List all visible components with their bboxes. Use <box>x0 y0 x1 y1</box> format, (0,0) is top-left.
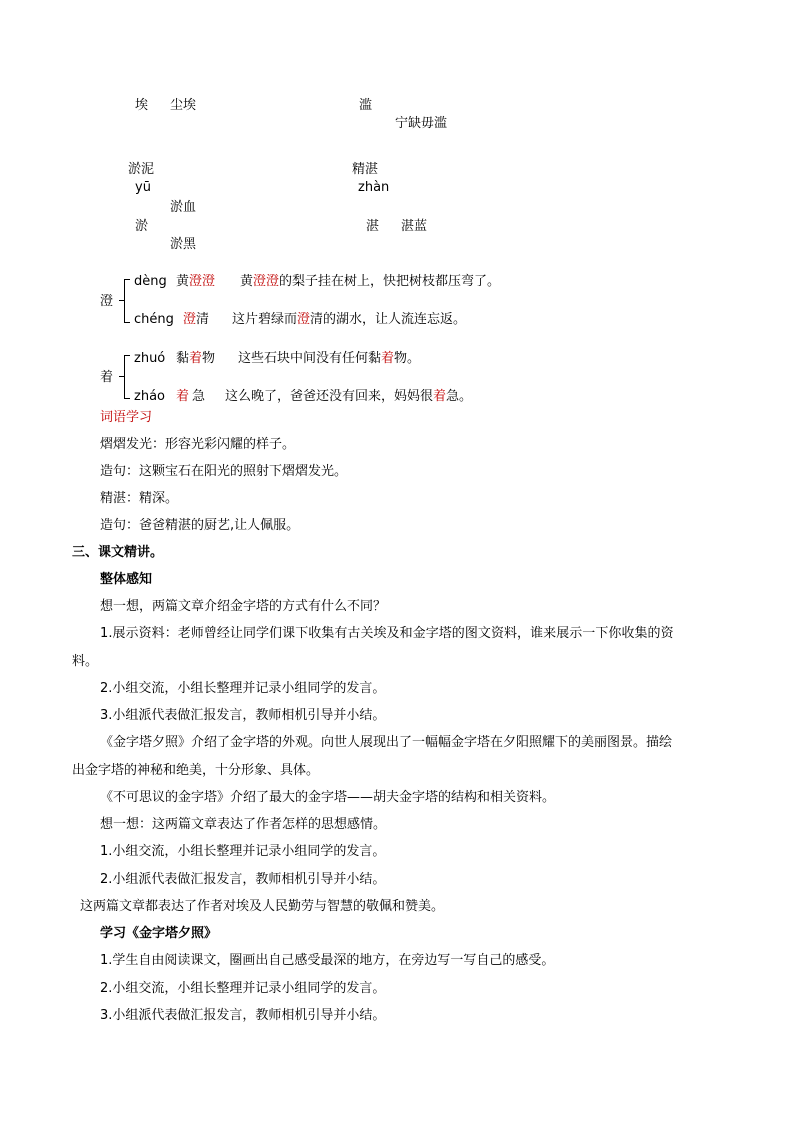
vocab-word-yu3: 淤黑 <box>170 237 197 252</box>
vocab-char-yu: 淤 <box>135 219 149 234</box>
vocab-char-lan: 滥 <box>359 98 373 113</box>
para-3: 2.小组交流，小组长整理并记录小组同学的发言。 <box>100 681 386 696</box>
polyphone-char-zhe: 着 <box>100 370 114 385</box>
para-10: 这两篇文章都表达了作者对埃及人民勤劳与智慧的敬佩和赞美。 <box>80 899 445 914</box>
pinyin-cheng: chéng <box>134 312 174 327</box>
words-heading: 词语学习 <box>100 410 153 425</box>
section-heading: 三、课文精讲。 <box>72 545 164 560</box>
vocab-word-lan: 宁缺毋滥 <box>395 116 448 131</box>
brace-deng <box>124 279 125 323</box>
para-8: 1.小组交流，小组长整理并记录小组同学的发言。 <box>100 844 386 859</box>
vocab-word-zhan2: 湛蓝 <box>401 219 428 234</box>
pinyin-deng: dèng <box>134 274 167 289</box>
sentence-deng: 黄澄澄的梨子挂在树上，快把树枝都压弯了。 <box>240 274 501 289</box>
pinyin-zhao: zháo <box>134 389 165 404</box>
words-line-1: 熠熠发光：形容光彩闪耀的样子。 <box>100 437 296 452</box>
sentence-zhao: 这么晚了，爸爸还没有回来，妈妈很着急。 <box>225 389 473 404</box>
brace-zhe <box>124 355 125 399</box>
vocab-char-ai: 埃 <box>135 98 149 113</box>
para-1: 想一想，两篇文章介绍金字塔的方式有什么不同？ <box>100 599 387 614</box>
vocab-char-zhan: 湛 <box>366 219 380 234</box>
word-deng: 黄澄澄 <box>176 274 216 289</box>
subheading-study: 学习《金字塔夕照》 <box>100 926 218 941</box>
word-zhao: 着 急 <box>176 389 206 404</box>
pinyin-zhuo: zhuó <box>134 351 166 366</box>
subheading-overall: 整体感知 <box>100 572 153 587</box>
vocab-word-ai: 尘埃 <box>170 98 197 113</box>
words-line-4: 造句：爸爸精湛的厨艺,让人佩服。 <box>100 518 300 533</box>
para-11: 1.学生自由阅读课文，圈画出自己感受最深的地方，在旁边写一写自己的感受。 <box>100 953 555 968</box>
sentence-zhuo: 这些石块中间没有任何黏着物。 <box>238 351 421 366</box>
para-5b: 出金字塔的神秘和绝美，十分形象、具体。 <box>72 763 320 778</box>
vocab-word-yu1: 淤泥 <box>128 162 155 177</box>
para-9: 2.小组派代表做汇报发言，教师相机引导并小结。 <box>100 872 386 887</box>
words-line-2: 造句：这颗宝石在阳光的照射下熠熠发光。 <box>100 464 348 479</box>
para-12: 2.小组交流，小组长整理并记录小组同学的发言。 <box>100 981 386 996</box>
word-cheng: 澄清 <box>183 312 210 327</box>
vocab-word-yu2: 淤血 <box>170 200 197 215</box>
para-2b: 料。 <box>72 654 99 669</box>
para-2a: 1.展示资料：老师曾经让同学们课下收集有古关埃及和金字塔的图文资料，谁来展示一下你收集的资 <box>100 626 674 641</box>
vocab-pinyin-zhan: zhàn <box>358 180 390 195</box>
word-zhuo: 黏着物 <box>176 351 216 366</box>
sentence-cheng: 这片碧绿而澄清的湖水，让人流连忘返。 <box>232 312 467 327</box>
para-7: 想一想：这两篇文章表达了作者怎样的思想感情。 <box>100 817 387 832</box>
polyphone-char-deng: 澄 <box>100 294 114 309</box>
para-4: 3.小组派代表做汇报发言，教师相机引导并小结。 <box>100 708 386 723</box>
vocab-word-zhan1: 精湛 <box>352 162 379 177</box>
para-5a: 《金字塔夕照》介绍了金字塔的外观。向世人展现出了一幅幅金字塔在夕阳照耀下的美丽图景。描绘 <box>100 735 673 750</box>
para-6: 《不可思议的金字塔》介绍了最大的金字塔——胡夫金字塔的结构和相关资料。 <box>100 790 556 805</box>
para-13: 3.小组派代表做汇报发言，教师相机引导并小结。 <box>100 1008 386 1023</box>
vocab-pinyin-yu: yū <box>135 180 151 195</box>
words-line-3: 精湛：精深。 <box>100 491 179 506</box>
